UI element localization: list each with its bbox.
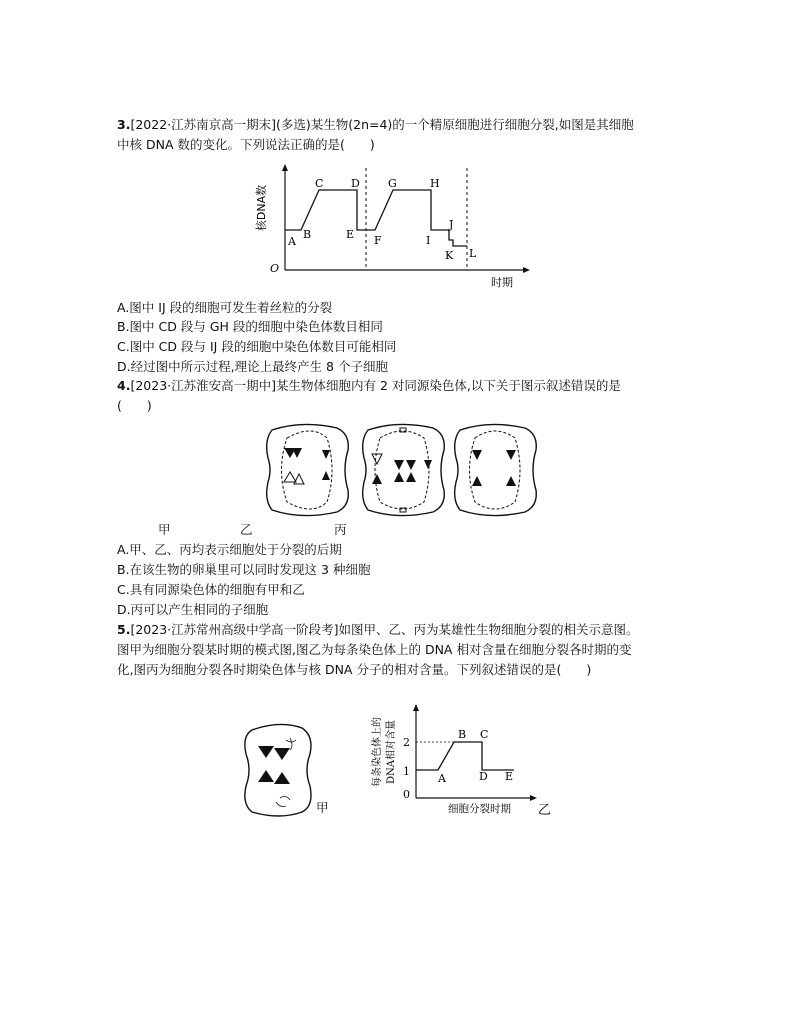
q3-origin: O [269, 262, 279, 275]
q3-point-j: J [449, 218, 454, 231]
q4-cell-figures [262, 420, 542, 520]
q3-option-b: B.图中 CD 段与 GH 段的细胞中染色体数目相同 [117, 319, 383, 334]
q5-point-a: A [438, 772, 446, 785]
q4-label-yi: 乙 [240, 522, 253, 537]
q4-label-bing: 丙 [334, 522, 347, 537]
q4-cell-jia [267, 424, 349, 515]
q5-stem-text-1: [2023·江苏常州高级中学高一阶段考]如图甲、乙、丙为某雄性生物细胞分裂的相关示意图。 [130, 622, 639, 637]
q5-label-yi: 乙 [538, 803, 552, 818]
q4-stem-line-1 [117, 377, 621, 395]
q4-number: 4. [117, 378, 131, 393]
q3-point-c: C [315, 177, 324, 190]
q4-option-d: D.丙可以产生相同的子细胞 [117, 602, 269, 617]
q4-cell-yi [363, 424, 445, 515]
q3-point-i: I [426, 234, 431, 247]
q5-cell-jia [240, 720, 320, 820]
q5-stem-line-1 [117, 621, 639, 639]
q5-stem-line-2: 图甲为细胞分裂某时期的模式图,图乙为每条染色体上的 DNA 相对含量在细胞分裂各时期的变 [117, 642, 632, 657]
q4-stem-text-1: [2023·江苏淮安高一期中]某生物体细胞内有 2 对同源染色体,以下关于图示叙述错误的是 [130, 378, 621, 393]
q3-point-k: K [445, 249, 454, 262]
q3-option-a: A.图中 IJ 段的细胞可发生着丝粒的分裂 [117, 300, 333, 315]
q5-point-b: B [458, 728, 467, 741]
q4-cell-bing [455, 424, 537, 515]
q4-option-b: B.在该生物的卵巢里可以同时发现这 3 种细胞 [117, 562, 371, 577]
q3-point-h: H [430, 177, 440, 190]
q5-x-label: 细胞分裂时期 [448, 803, 511, 815]
q4-option-c: C.具有同源染色体的细胞有甲和乙 [117, 582, 305, 597]
q3-point-a: A [288, 235, 296, 248]
q5-y-tick-0: 0 [403, 788, 410, 801]
q4-stem-line-2: ( ) [117, 398, 152, 413]
q5-point-d: D [479, 770, 488, 783]
q5-point-e: E [505, 770, 514, 783]
q5-y-label-2: DNA相对含量 [386, 720, 397, 784]
q5-y-tick-2: 2 [403, 736, 410, 749]
q5-y-tick-1: 1 [403, 765, 410, 778]
q5-y-label-1: 每条染色体上的 [372, 717, 383, 787]
q5-point-c: C [480, 728, 489, 741]
q3-y-label: 核DNA数 [255, 184, 268, 232]
q3-x-label: 时期 [491, 276, 513, 289]
q5-stem-line-3: 化,图丙为细胞分裂各时期染色体与核 DNA 分子的相对含量。下列叙述错误的是( ) [117, 662, 592, 677]
q3-point-e: E [346, 228, 355, 241]
q5-label-jia: 甲 [316, 800, 329, 815]
q4-label-jia: 甲 [158, 522, 171, 537]
q3-option-c: C.图中 CD 段与 IJ 段的细胞中染色体数目可能相同 [117, 339, 397, 354]
q3-point-g: G [388, 177, 397, 190]
q3-point-b: B [303, 228, 312, 241]
q5-dna-curve [416, 742, 514, 770]
q5-number: 5. [117, 622, 131, 637]
q3-point-l: L [469, 247, 477, 260]
q5-graph-yi [368, 700, 558, 820]
q3-dna-graph [255, 160, 540, 295]
q3-stem-line-1 [117, 116, 634, 134]
q3-stem-line-2: 中核 DNA 数的变化。下列说法正确的是( ) [117, 137, 375, 152]
q3-option-d: D.经过图中所示过程,理论上最终产生 8 个子细胞 [117, 359, 388, 374]
q3-stem-text-1: [2022·江苏南京高一期末](多选)某生物(2n=4)的一个精原细胞进行细胞分裂,如图是其细胞 [130, 117, 634, 132]
q4-option-a: A.甲、乙、丙均表示细胞处于分裂的后期 [117, 542, 342, 557]
q3-point-d: D [351, 177, 360, 190]
q3-point-f: F [374, 234, 382, 247]
q3-number: 3. [117, 117, 131, 132]
